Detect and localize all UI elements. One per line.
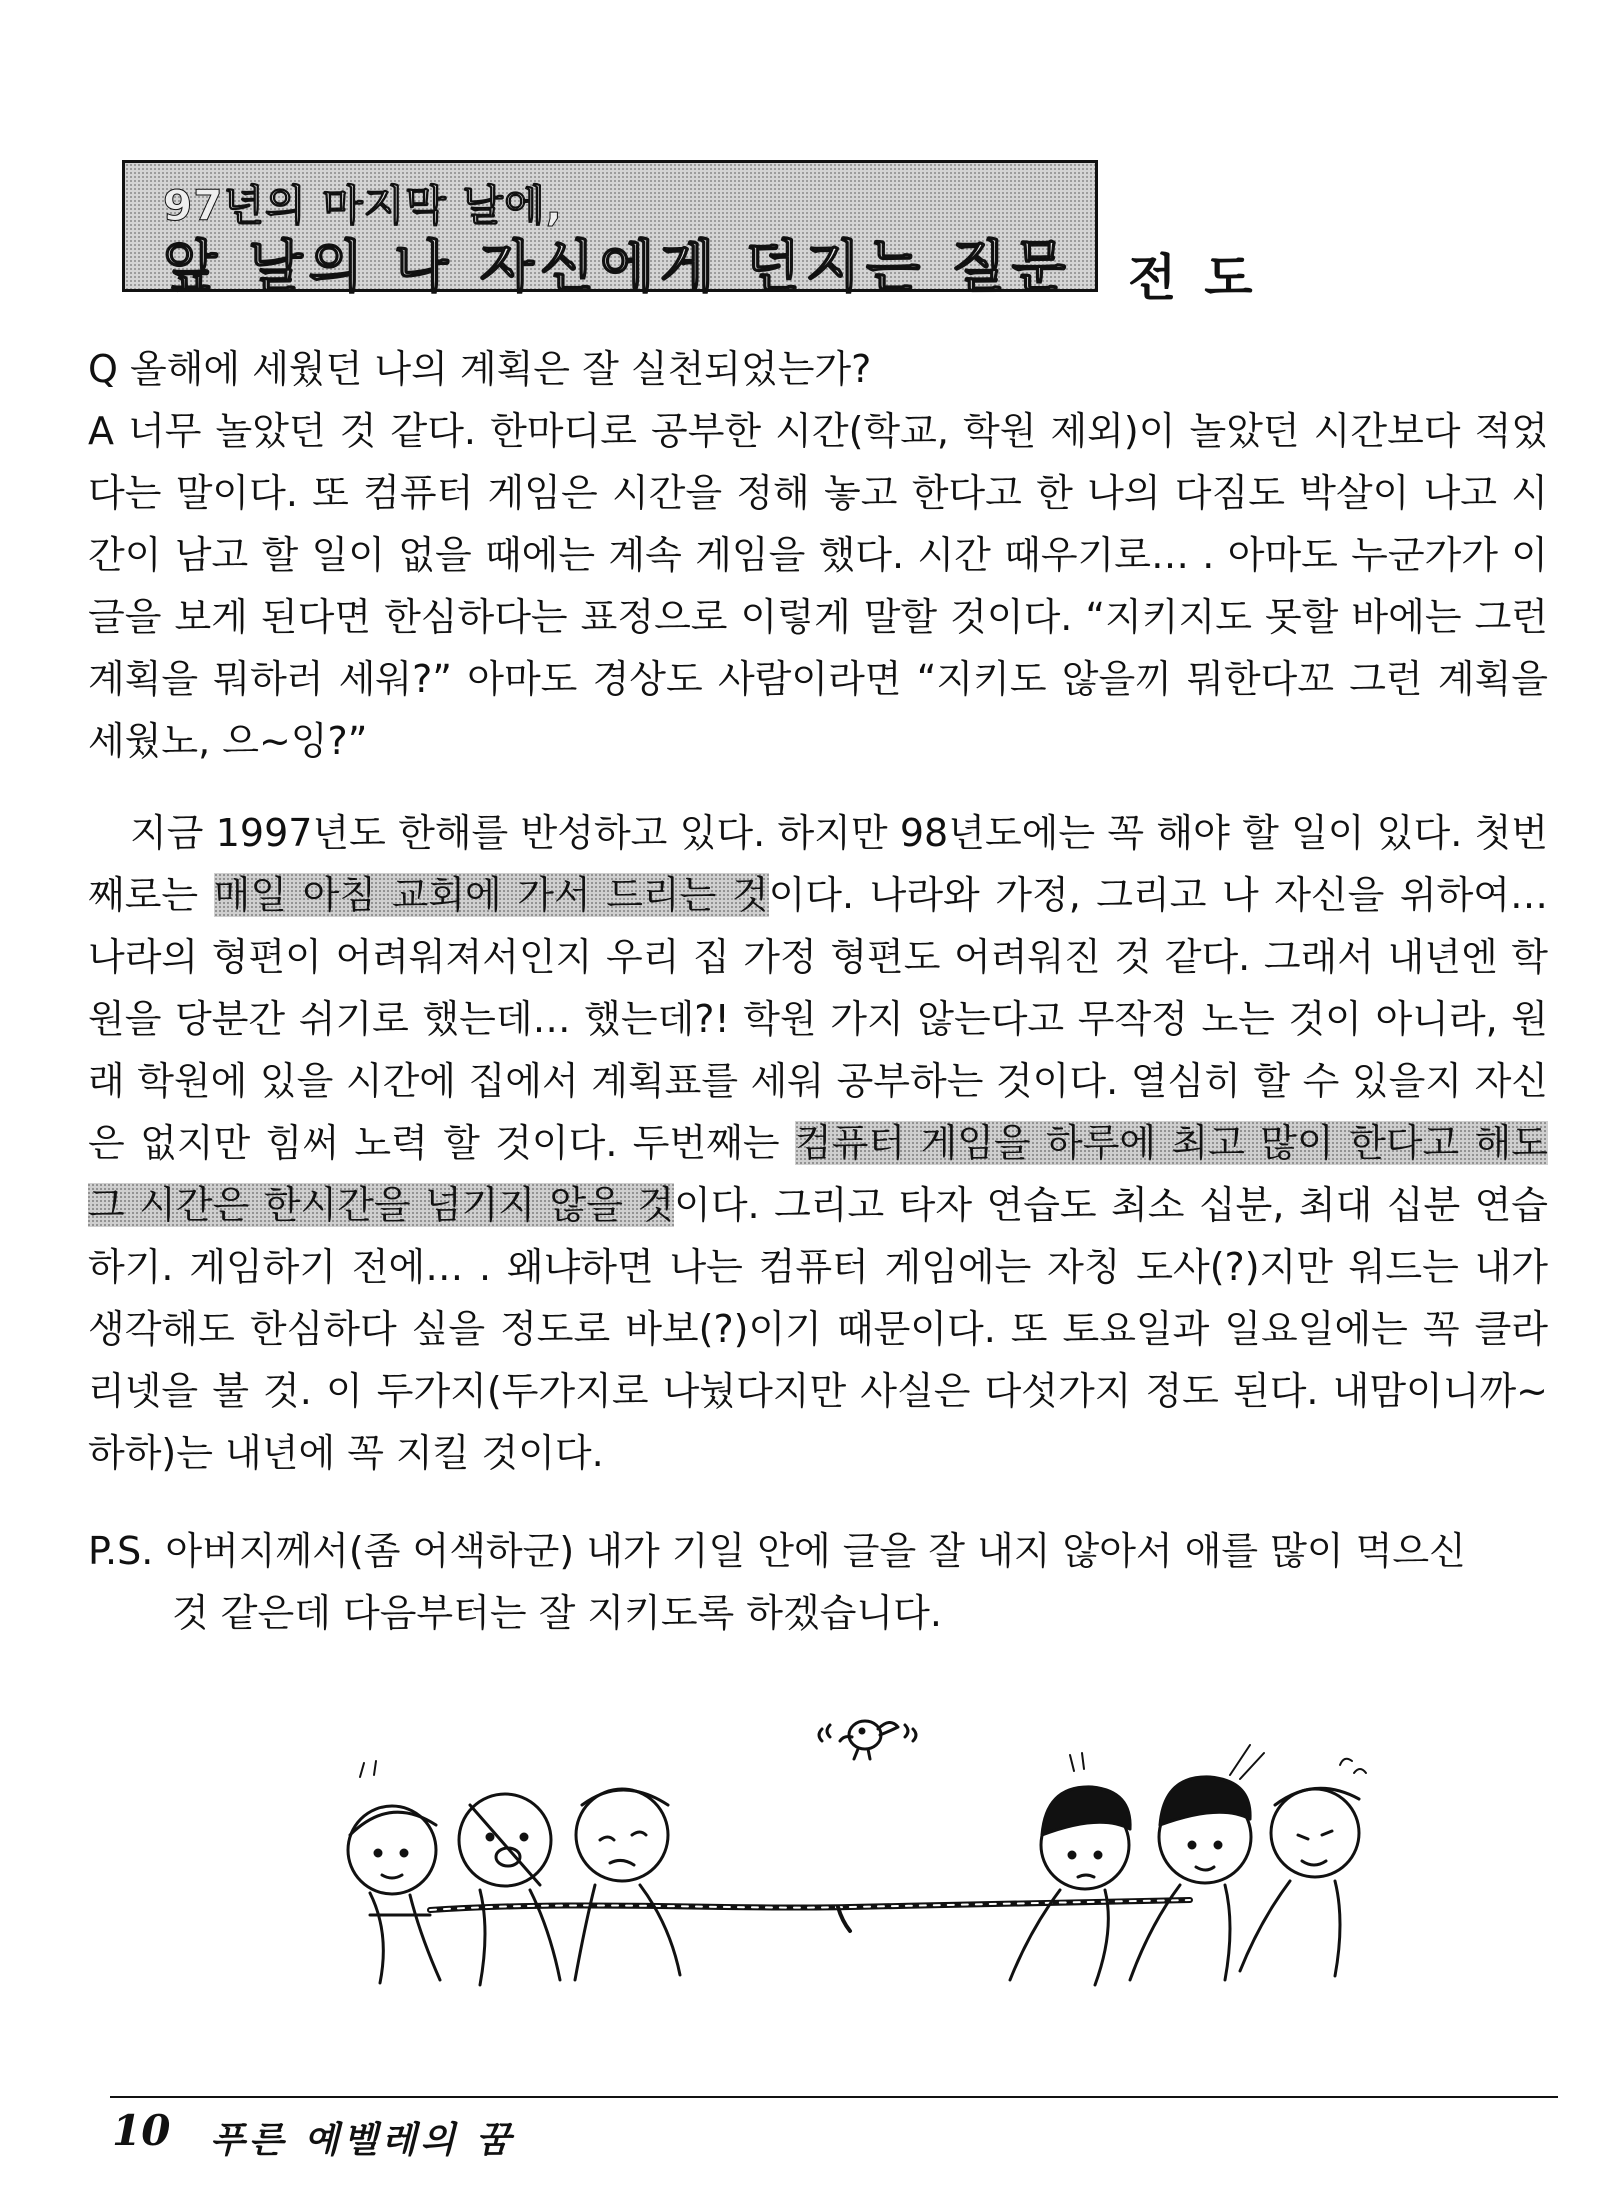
page-number: 10 bbox=[112, 2106, 171, 2155]
bird-icon bbox=[819, 1721, 916, 1759]
paragraph-text-2: 이다. 나라와 가정, 그리고 나 자신을 위하여… 나라의 형편이 어려워져서인지 우리 집 가정 형편도 어려워진 것 같다. 그래서 내년엔 학원을 당분간 쉬기로 했는데… 했는데?! 학원 가지 않는다고 무작정 노는 것이 아니라, 원래 학원에 있을 시간에 집에서 계획표를 세워 공부하는 것이다. 열심히 할 수 있을지 자신은 없지만 힘써 노력 할 것이다. 두번째는 bbox=[88, 873, 1548, 1165]
postscript-line-1: P.S. 아버지께서(좀 어색하군) 내가 기일 안에 글을 잘 내지 않아서 애를 많이 먹으신 bbox=[88, 1529, 1466, 1573]
question-text: Q 올해에 세웠던 나의 계획은 잘 실천되었는가? bbox=[88, 347, 872, 391]
title-main: 앞 날의 나 자신에게 던지는 질문 bbox=[163, 235, 1072, 300]
footer-divider bbox=[110, 2096, 1558, 2098]
paragraph-text-3: 이다. 그리고 타자 연습도 최소 십분, 최대 십분 연습하기. 게임하기 전에… . 왜냐하면 나는 컴퓨터 게임에는 자칭 도사(?)지만 워드는 내가 생각해도 한심하다 싶을 정도로 바보(?)이기 때문이다. 또 토요일과 일요일에는 꼭 클라리넷을 불 것. 이 두가지(두가지로 나눴다지만 사실은 다섯가지 정도 된다. 내맘이니까~ 하하)는 내년에 꼭 지킬 것이다. bbox=[88, 1183, 1549, 1475]
right-team bbox=[1010, 1745, 1366, 1985]
highlight-resolution-2: 컴퓨터 게임을 하루에 최고 많이 한다고 해도 그 시간은 한시간을 넘기지 않을 것 bbox=[88, 1121, 1548, 1227]
author-name: 전도 bbox=[1128, 249, 1281, 307]
left-team bbox=[348, 1761, 680, 1985]
answer-text: A 너무 놀았던 것 같다. 한마디로 공부한 시간(학교, 학원 제외)이 놀았던 시간보다 적었다는 말이다. 또 컴퓨터 게임은 시간을 정해 놓고 한다고 한 나의 다짐도 박살이 나고 시간이 남고 할 일이 없을 때에는 계속 게임을 했다. 시간 때우기로… . 아마도 누군가가 이 글을 보게 된다면 한심하다는 표정으로 이렇게 말할 것이다. “지키지도 못할 바에는 그런 계획을 뭐하러 세워?” 아마도 경상도 사람이라면 “지키도 않을끼 뭐한다꼬 그런 계획을 세웠노, 으~잉?” bbox=[88, 409, 1548, 763]
publication-name: 푸른 예벨레의 꿈 bbox=[210, 2120, 515, 2161]
postscript bbox=[88, 1520, 1548, 1644]
qa-section bbox=[88, 338, 1548, 772]
highlight-resolution-1: 매일 아침 교회에 가서 드리는 것 bbox=[213, 873, 769, 917]
postscript-line-2: 것 같은데 다음부터는 잘 지키도록 하겠습니다. bbox=[172, 1591, 942, 1635]
tug-of-war-illustration bbox=[330, 1685, 1390, 2005]
paragraph-text-1: 지금 1997년도 한해를 반성하고 있다. 하지만 98년도에는 꼭 해야 할 일이 있다. 첫번째로는 bbox=[88, 811, 1548, 917]
title-banner bbox=[122, 160, 1098, 300]
reflection-paragraph bbox=[88, 802, 1548, 1484]
title-subtitle: 97년의 마지막 날에, bbox=[163, 181, 563, 230]
